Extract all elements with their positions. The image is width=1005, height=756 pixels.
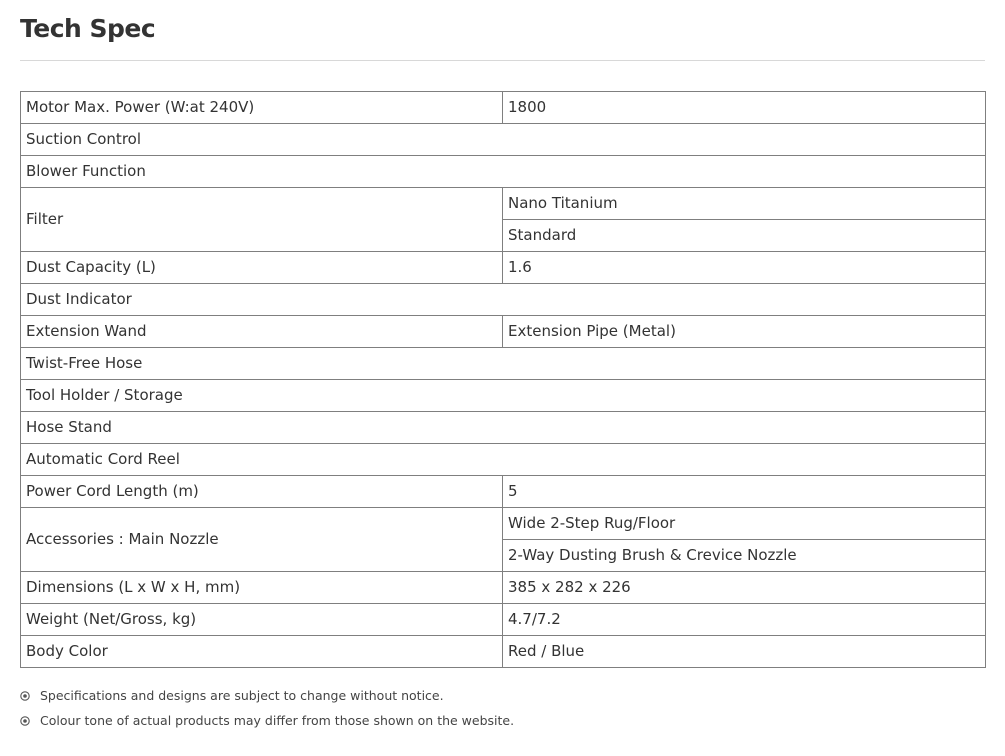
spec-row bbox=[21, 188, 986, 220]
spec-row bbox=[21, 252, 986, 284]
spec-label: Extension Wand bbox=[21, 316, 503, 348]
spec-row bbox=[21, 124, 986, 156]
spec-label: Tool Holder / Storage bbox=[21, 380, 986, 412]
spec-value: Nano Titanium bbox=[503, 188, 986, 220]
spec-label: Power Cord Length (m) bbox=[21, 476, 503, 508]
spec-label: Hose Stand bbox=[21, 412, 986, 444]
spec-value: Extension Pipe (Metal) bbox=[503, 316, 986, 348]
spec-row bbox=[21, 316, 986, 348]
circle-bullet-icon bbox=[20, 691, 30, 701]
spec-label: Weight (Net/Gross, kg) bbox=[21, 604, 503, 636]
spec-table bbox=[20, 91, 986, 668]
spec-row bbox=[21, 476, 986, 508]
spec-value: 385 x 282 x 226 bbox=[503, 572, 986, 604]
spec-row bbox=[21, 380, 986, 412]
spec-table-body bbox=[21, 92, 986, 668]
note-item bbox=[20, 685, 514, 710]
note-text: Specifications and designs are subject to change without notice. bbox=[40, 688, 444, 703]
page-title: Tech Spec bbox=[20, 14, 156, 43]
spec-row bbox=[21, 412, 986, 444]
spec-label: Accessories : Main Nozzle bbox=[21, 508, 503, 572]
spec-value: 1.6 bbox=[503, 252, 986, 284]
spec-label: Filter bbox=[21, 188, 503, 252]
spec-row bbox=[21, 444, 986, 476]
spec-row bbox=[21, 156, 986, 188]
note-item bbox=[20, 710, 514, 735]
note-text: Colour tone of actual products may differ from those shown on the website. bbox=[40, 713, 515, 728]
spec-label: Dust Indicator bbox=[21, 284, 986, 316]
spec-value: Red / Blue bbox=[503, 636, 986, 668]
spec-label: Body Color bbox=[21, 636, 503, 668]
spec-value: 1800 bbox=[503, 92, 986, 124]
spec-row bbox=[21, 572, 986, 604]
spec-label: Automatic Cord Reel bbox=[21, 444, 986, 476]
spec-value: 5 bbox=[503, 476, 986, 508]
spec-row bbox=[21, 604, 986, 636]
spec-row bbox=[21, 508, 986, 540]
notes-list bbox=[20, 685, 514, 735]
spec-label: Suction Control bbox=[21, 124, 986, 156]
spec-row bbox=[21, 92, 986, 124]
spec-row bbox=[21, 284, 986, 316]
spec-label: Twist-Free Hose bbox=[21, 348, 986, 380]
spec-value: 4.7/7.2 bbox=[503, 604, 986, 636]
spec-label: Dust Capacity (L) bbox=[21, 252, 503, 284]
spec-label: Motor Max. Power (W:at 240V) bbox=[21, 92, 503, 124]
spec-label: Blower Function bbox=[21, 156, 986, 188]
title-divider bbox=[20, 60, 985, 61]
circle-bullet-icon bbox=[20, 716, 30, 726]
spec-value: Wide 2-Step Rug/Floor bbox=[503, 508, 986, 540]
spec-row bbox=[21, 348, 986, 380]
spec-value: Standard bbox=[503, 220, 986, 252]
spec-row bbox=[21, 636, 986, 668]
spec-value: 2-Way Dusting Brush & Crevice Nozzle bbox=[503, 540, 986, 572]
spec-label: Dimensions (L x W x H, mm) bbox=[21, 572, 503, 604]
